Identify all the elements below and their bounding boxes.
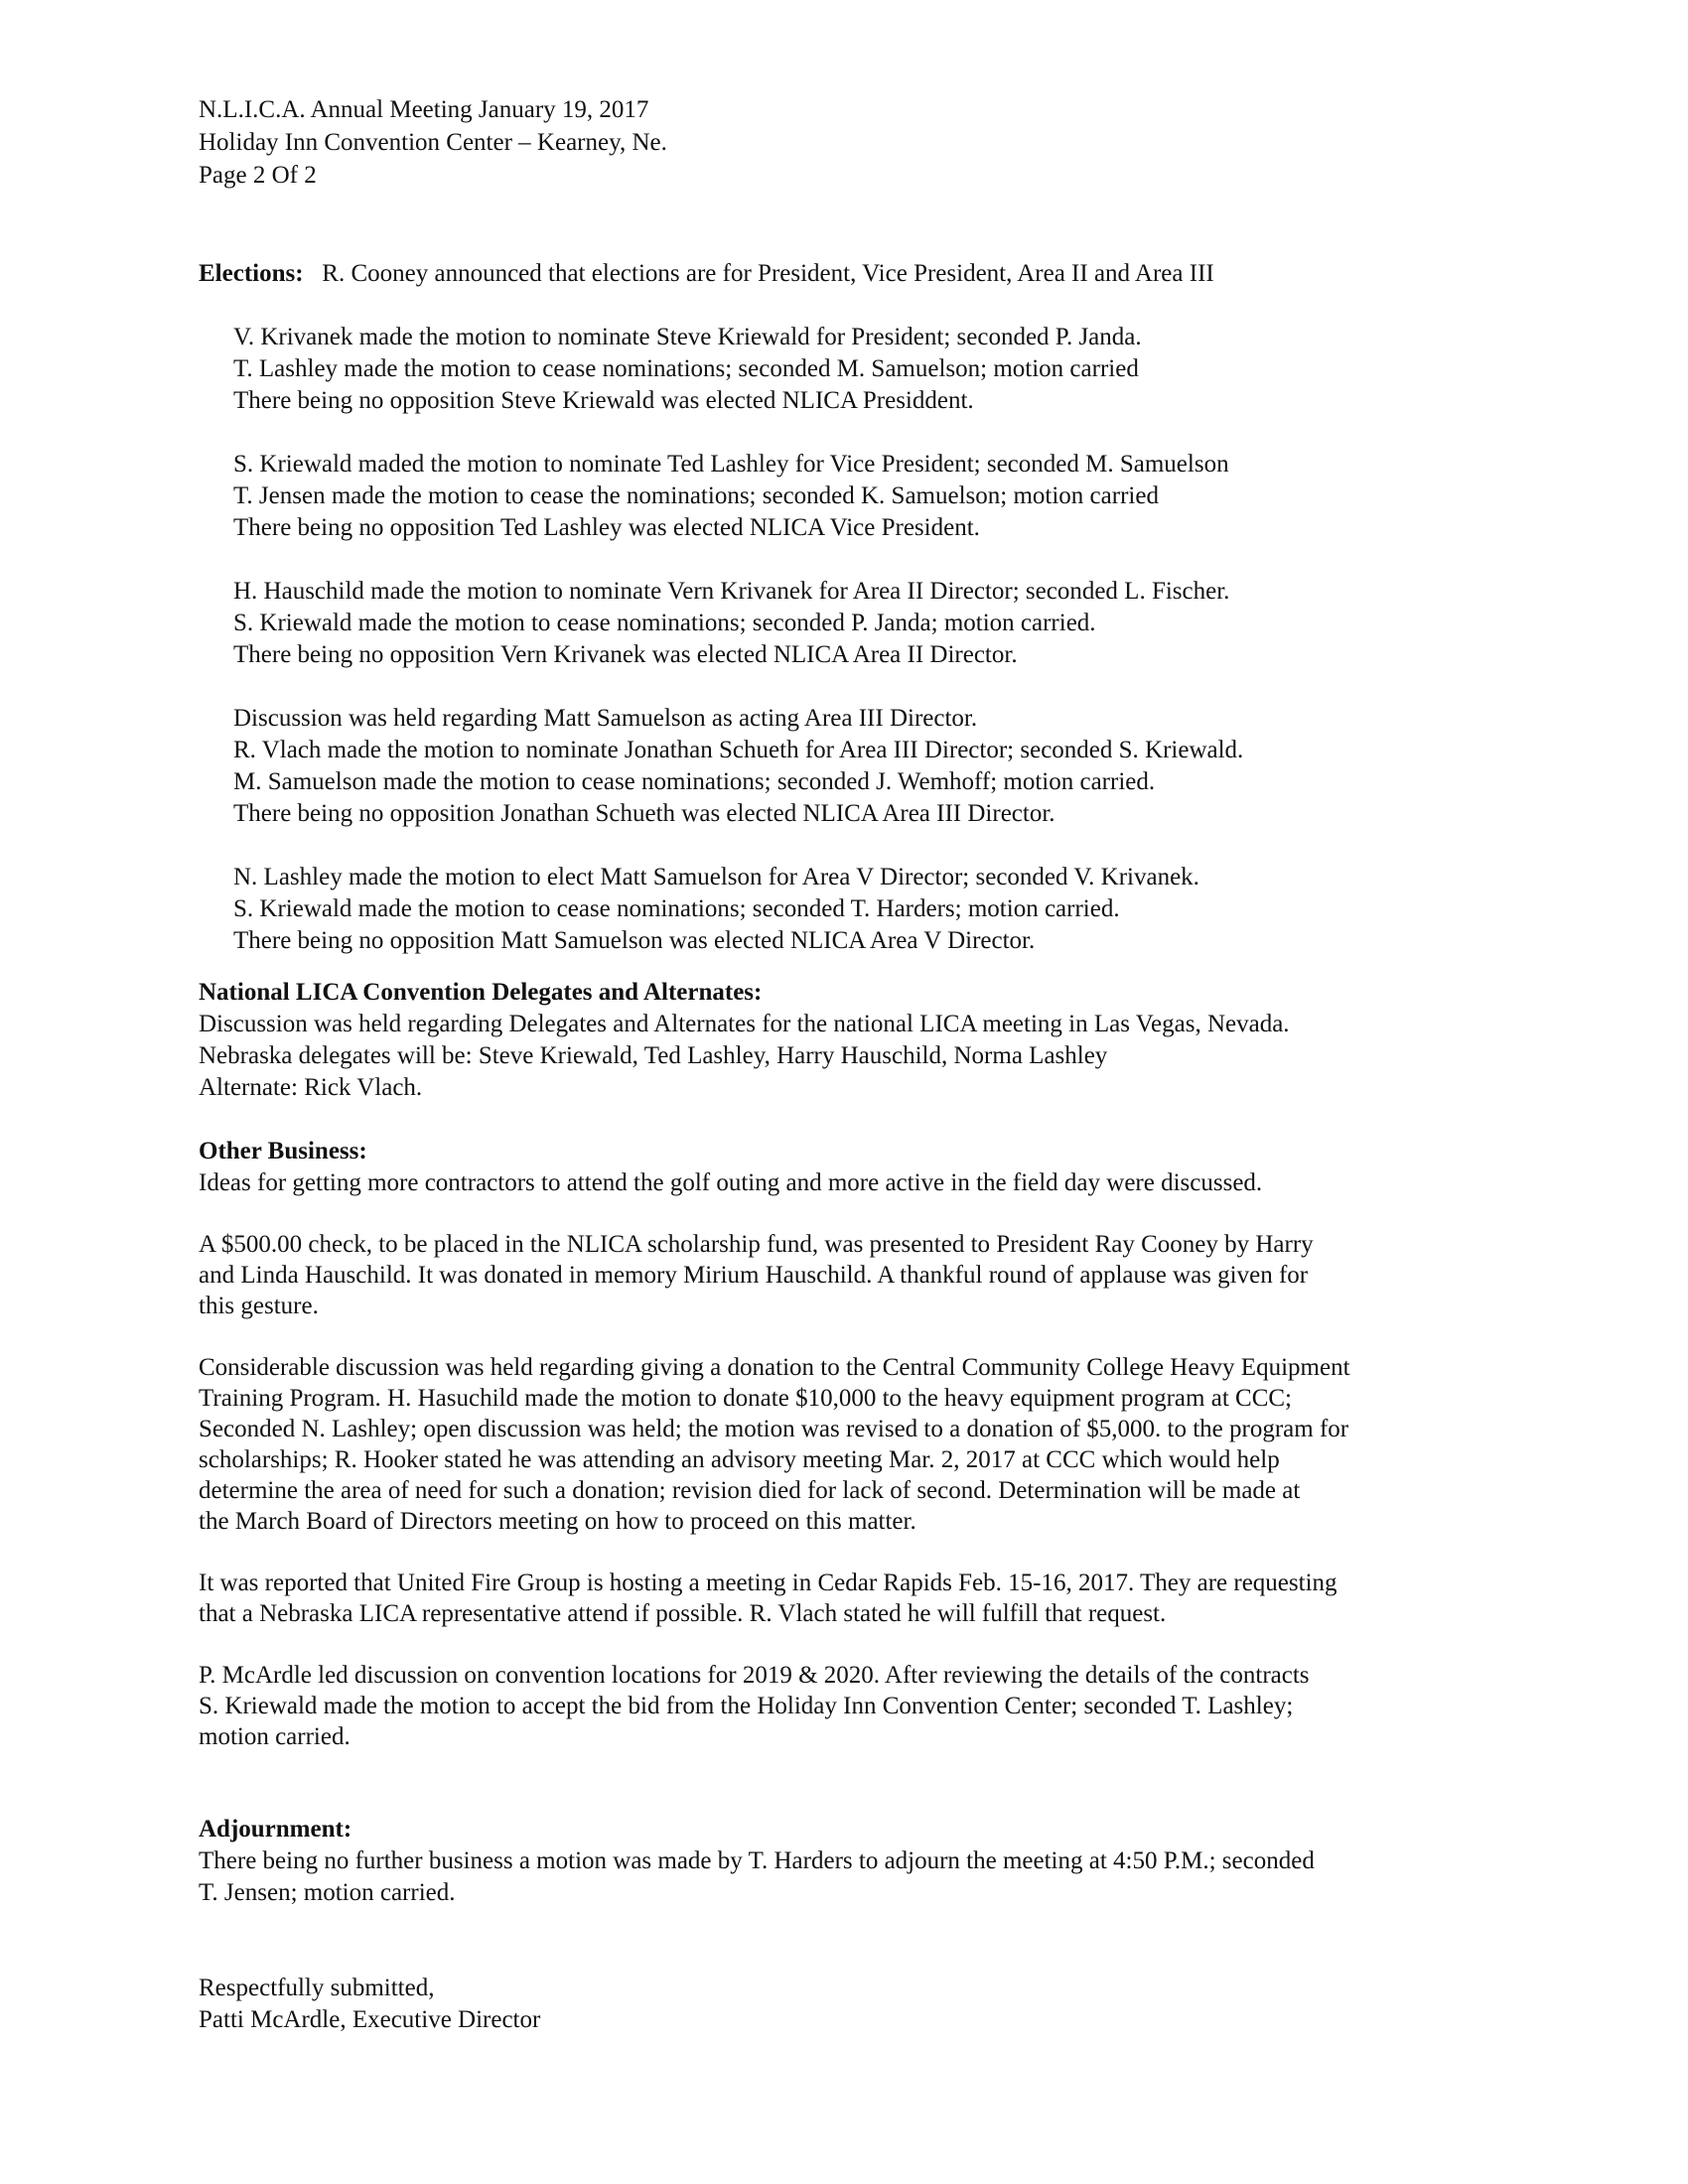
business-paragraph [199, 1229, 1509, 1321]
business-paragraph [199, 1568, 1509, 1629]
paragraph-line: scholarships; R. Hooker stated he was attending an advisory meeting Mar. 2, 2017 at CCC which would help [199, 1446, 1280, 1473]
signature-block [199, 1973, 1509, 2036]
paragraph-line: Seconded N. Lashley; open discussion was held; the motion was revised to a donation of $5,000. to the program for [199, 1416, 1349, 1442]
election-area-iii [199, 703, 1509, 830]
election-area-v [199, 862, 1509, 957]
delegates-line: Nebraska delegates will be: Steve Kriewald, Ted Lashley, Harry Hauschild, Norma Lashley [199, 1042, 1108, 1069]
paragraph-line: that a Nebraska LICA representative attend if possible. R. Vlach stated he will fulfill that request. [199, 1600, 1167, 1627]
business-paragraph [199, 1352, 1509, 1537]
adjournment-heading: Adjournment: [199, 1816, 352, 1843]
business-paragraph [199, 1167, 1509, 1198]
motion-line: T. Jensen made the motion to cease the nominations; seconded K. Samuelson; motion carried [233, 482, 1159, 509]
adjournment-line: T. Jensen; motion carried. [199, 1879, 456, 1906]
other-business-heading: Other Business: [199, 1138, 367, 1164]
election-vice-president [199, 449, 1509, 544]
elections-intro [199, 258, 1509, 290]
motion-line: There being no opposition Vern Krivanek was elected NLICA Area II Director. [233, 641, 1018, 668]
paragraph-line: A $500.00 check, to be placed in the NLICA scholarship fund, was presented to President Ray Cooney by Harry [199, 1231, 1314, 1258]
motion-line: There being no opposition Steve Kriewald was elected NLICA Presiddent. [233, 387, 974, 414]
signer-name: Patti McArdle, Executive Director [199, 2006, 541, 2033]
paragraph-line: the March Board of Directors meeting on how to proceed on this matter. [199, 1508, 916, 1535]
motion-line: There being no opposition Jonathan Schueth was elected NLICA Area III Director. [233, 800, 1055, 827]
delegates-line: Alternate: Rick Vlach. [199, 1074, 423, 1101]
motion-line: S. Kriewald made the motion to cease nominations; seconded T. Harders; motion carried. [233, 895, 1120, 922]
paragraph-line: motion carried. [199, 1723, 351, 1750]
delegates-section [199, 977, 1509, 1104]
minutes-page [199, 93, 1509, 2036]
motion-line: S. Kriewald made the motion to cease nominations; seconded P. Janda; motion carried. [233, 610, 1096, 636]
meeting-location: Holiday Inn Convention Center – Kearney, Ne. [199, 129, 667, 156]
elections-intro-text: R. Cooney announced that elections are for President, Vice President, Area II and Area III [322, 260, 1214, 287]
paragraph-line: Considerable discussion was held regarding giving a donation to the Central Community College Heavy Equipment [199, 1354, 1350, 1381]
adjournment-section [199, 1814, 1509, 1909]
paragraph-line: P. McArdle led discussion on convention locations for 2019 & 2020. After reviewing the details of the contracts [199, 1662, 1310, 1689]
page-number: Page 2 Of 2 [199, 162, 317, 189]
paragraph-line: S. Kriewald made the motion to accept the bid from the Holiday Inn Convention Center; seconded T. Lashley; [199, 1693, 1294, 1719]
motion-line: H. Hauschild made the motion to nominate Vern Krivanek for Area II Director; seconded L. Fischer. [233, 578, 1230, 605]
motion-line: T. Lashley made the motion to cease nominations; seconded M. Samuelson; motion carried [233, 355, 1139, 382]
paragraph-line: It was reported that United Fire Group is hosting a meeting in Cedar Rapids Feb. 15-16, 2017. They are requesting [199, 1570, 1337, 1596]
motion-line: Discussion was held regarding Matt Samuelson as acting Area III Director. [233, 705, 978, 732]
paragraph-line: Ideas for getting more contractors to attend the golf outing and more active in the field day were discussed. [199, 1169, 1263, 1196]
closing-text: Respectfully submitted, [199, 1975, 435, 2001]
paragraph-line: and Linda Hauschild. It was donated in memory Mirium Hauschild. A thankful round of applause was given for [199, 1262, 1309, 1289]
document-header [199, 93, 1509, 192]
motion-line: M. Samuelson made the motion to cease nominations; seconded J. Wemhoff; motion carried. [233, 768, 1156, 795]
motion-line: There being no opposition Ted Lashley was elected NLICA Vice President. [233, 514, 980, 541]
paragraph-line: determine the area of need for such a donation; revision died for lack of second. Determination will be made at [199, 1477, 1301, 1504]
other-business-section [199, 1136, 1509, 1752]
paragraph-line: Training Program. H. Hasuchild made the motion to donate $10,000 to the heavy equipment program at CCC; [199, 1385, 1292, 1412]
election-president [199, 322, 1509, 417]
elections-heading: Elections: [199, 260, 304, 287]
motion-line: V. Krivanek made the motion to nominate Steve Kriewald for President; seconded P. Janda. [233, 324, 1142, 350]
spacer [199, 192, 1509, 258]
motion-line: S. Kriewald maded the motion to nominate Ted Lashley for Vice President; seconded M. Samuelson [233, 451, 1229, 478]
delegates-heading: National LICA Convention Delegates and Alternates: [199, 979, 763, 1006]
delegates-line: Discussion was held regarding Delegates and Alternates for the national LICA meeting in Las Vegas, Nevada. [199, 1011, 1290, 1037]
meeting-title: N.L.I.C.A. Annual Meeting January 19, 2017 [199, 96, 649, 123]
paragraph-line: this gesture. [199, 1293, 319, 1319]
motion-line: R. Vlach made the motion to nominate Jonathan Schueth for Area III Director; seconded S. Kriewald. [233, 737, 1244, 763]
motion-line: There being no opposition Matt Samuelson was elected NLICA Area V Director. [233, 927, 1036, 954]
adjournment-line: There being no further business a motion was made by T. Harders to adjourn the meeting at 4:50 P.M.; seconded [199, 1847, 1315, 1874]
election-area-ii [199, 576, 1509, 671]
motion-line: N. Lashley made the motion to elect Matt Samuelson for Area V Director; seconded V. Krivanek. [233, 864, 1199, 890]
business-paragraph [199, 1660, 1509, 1752]
